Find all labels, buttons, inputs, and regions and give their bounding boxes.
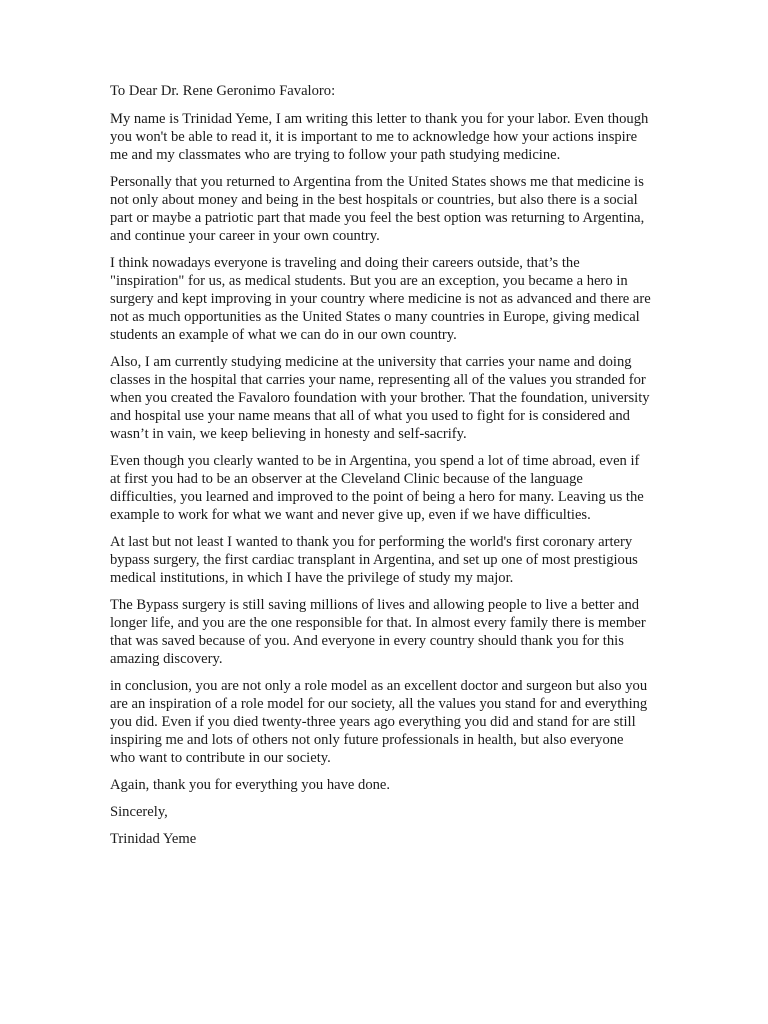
salutation: To Dear Dr. Rene Geronimo Favaloro:	[110, 83, 336, 99]
paragraph-inspiration: I think nowadays everyone is traveling and doing their careers outside, that’s the "inspiration" for us, as medical students. But you are an exception, you became a hero in surgery and kept improving in your country where medicine is not as advanced and there are not as much opportunities as the United States o many countries in Europe, giving medical students an example of what we can do in our own country.	[110, 255, 651, 343]
paragraph-bypass: The Bypass surgery is still saving millions of lives and allowing people to live a better and longer life, and you are the one responsible for that. In almost every family there is member that was saved because of you. And everyone in every country should thank you for this amazing discovery.	[110, 597, 646, 667]
signature-name: Trinidad Yeme	[110, 831, 197, 847]
paragraph-final-thanks: Again, thank you for everything you have done.	[110, 777, 391, 793]
paragraph-abroad: Even though you clearly wanted to be in Argentina, you spend a lot of time abroad, even if at first you had to be an observer at the Cleveland Clinic because of the language difficulties, you learned and improved to the point of being a hero for many. Leaving us the example to work for what we want and never give up, even if we have difficulties.	[110, 453, 644, 523]
paragraph-conclusion: in conclusion, you are not only a role model as an excellent doctor and surgeon but also you are an inspiration of a role model for our society, all the values you stand for and everything you did. Even if you died twenty-three years ago everything you did and stand for are still inspiring me and lots of others not only future professionals in health, but also everyone who want to contribute in our society.	[110, 678, 648, 766]
paragraph-return-to-argentina: Personally that you returned to Argentina from the United States shows me that medicine is not only about money and being in the best hospitals or countries, but also there is a social part or maybe a patriotic part that made you feel the best option was returning to Argentina, and continue your career in your own country.	[110, 174, 645, 244]
letter-page	[110, 82, 652, 848]
paragraph-thanks-surgery: At last but not least I wanted to thank you for performing the world's first coronary artery bypass surgery, the first cardiac transplant in Argentina, and set up one of most prestigious medical institutions, in which I have the privilege of study my major.	[110, 534, 638, 586]
paragraph-university: Also, I am currently studying medicine at the university that carries your name and doing classes in the hospital that carries your name, representing all of the values you stranded for when you created the Favaloro foundation with your brother. That the foundation, university and hospital use your name means that all of what you used to fight for is considered and wasn’t in vain, we keep believing in honesty and self-sacrify.	[110, 354, 650, 442]
paragraph-intro: My name is Trinidad Yeme, I am writing this letter to thank you for your labor. Even though you won't be able to read it, it is important to me to acknowledge how your actions inspire me and my classmates who are trying to follow your path studying medicine.	[110, 111, 649, 163]
closing: Sincerely,	[110, 804, 168, 820]
